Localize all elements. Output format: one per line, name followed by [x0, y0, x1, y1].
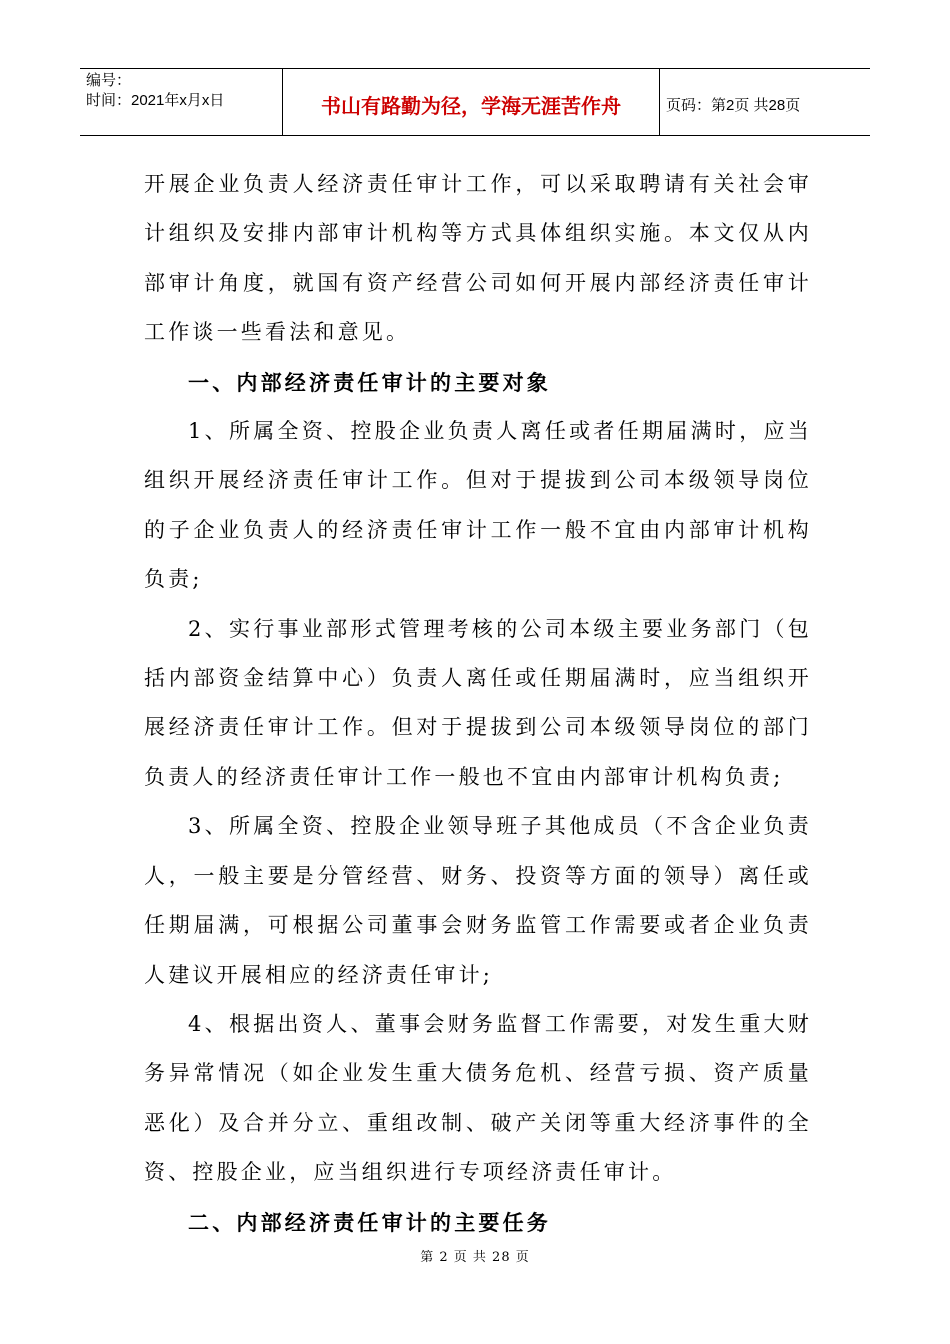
page-header	[80, 68, 870, 136]
header-motto: 书山有路勤为径，学海无涯苦作舟	[321, 93, 621, 118]
document-number-label: 编号：	[86, 72, 132, 89]
page-footer: 第 2 页 共 28 页	[420, 1250, 530, 1265]
header-page-info-cell	[660, 69, 870, 135]
paragraph-intro: 开展企业负责人经济责任审计工作，可以采取聘请有关社会审计组织及安排内部审计机构等方式具体组织实施。本文仅从内部审计角度，就国有资产经营公司如何开展内部经济责任审计工作谈一些看法和意见。	[144, 172, 812, 345]
paragraph-item-2: 2、实行事业部形式管理考核的公司本级主要业务部门（包括内部资金结算中心）负责人离任或任期届满时，应当组织开展经济责任审计工作。但对于提拔到公司本级领导岗位的部门负责人的经济责任审计工作一般也不宜由内部审计机构负责;	[144, 616, 812, 789]
document-body	[144, 160, 812, 1247]
header-page-info: 页码：第2页 共28页	[666, 96, 801, 114]
document-time: 时间：2021年x月x日	[86, 92, 225, 109]
section-heading-2: 二、内部经济责任审计的主要任务	[188, 1209, 551, 1235]
header-motto-cell	[282, 69, 660, 135]
section-heading-1: 一、内部经济责任审计的主要对象	[188, 369, 551, 395]
header-meta	[80, 69, 282, 135]
paragraph-item-1: 1、所属全资、控股企业负责人离任或者任期届满时，应当组织开展经济责任审计工作。但对于提拔到公司本级领导岗位的子企业负责人的经济责任审计工作一般不宜由内部审计机构负责;	[144, 419, 812, 592]
paragraph-item-4: 4、根据出资人、董事会财务监督工作需要，对发生重大财务异常情况（如企业发生重大债务危机、经营亏损、资产质量恶化）及合并分立、重组改制、破产关闭等重大经济事件的全资、控股企业，应当组织进行专项经济责任审计。	[144, 1011, 812, 1185]
paragraph-item-3: 3、所属全资、控股企业领导班子其他成员（不含企业负责人，一般主要是分管经营、财务、投资等方面的领导）离任或任期届满，可根据公司董事会财务监管工作需要或者企业负责人建议开展相应的经济责任审计;	[144, 814, 812, 987]
